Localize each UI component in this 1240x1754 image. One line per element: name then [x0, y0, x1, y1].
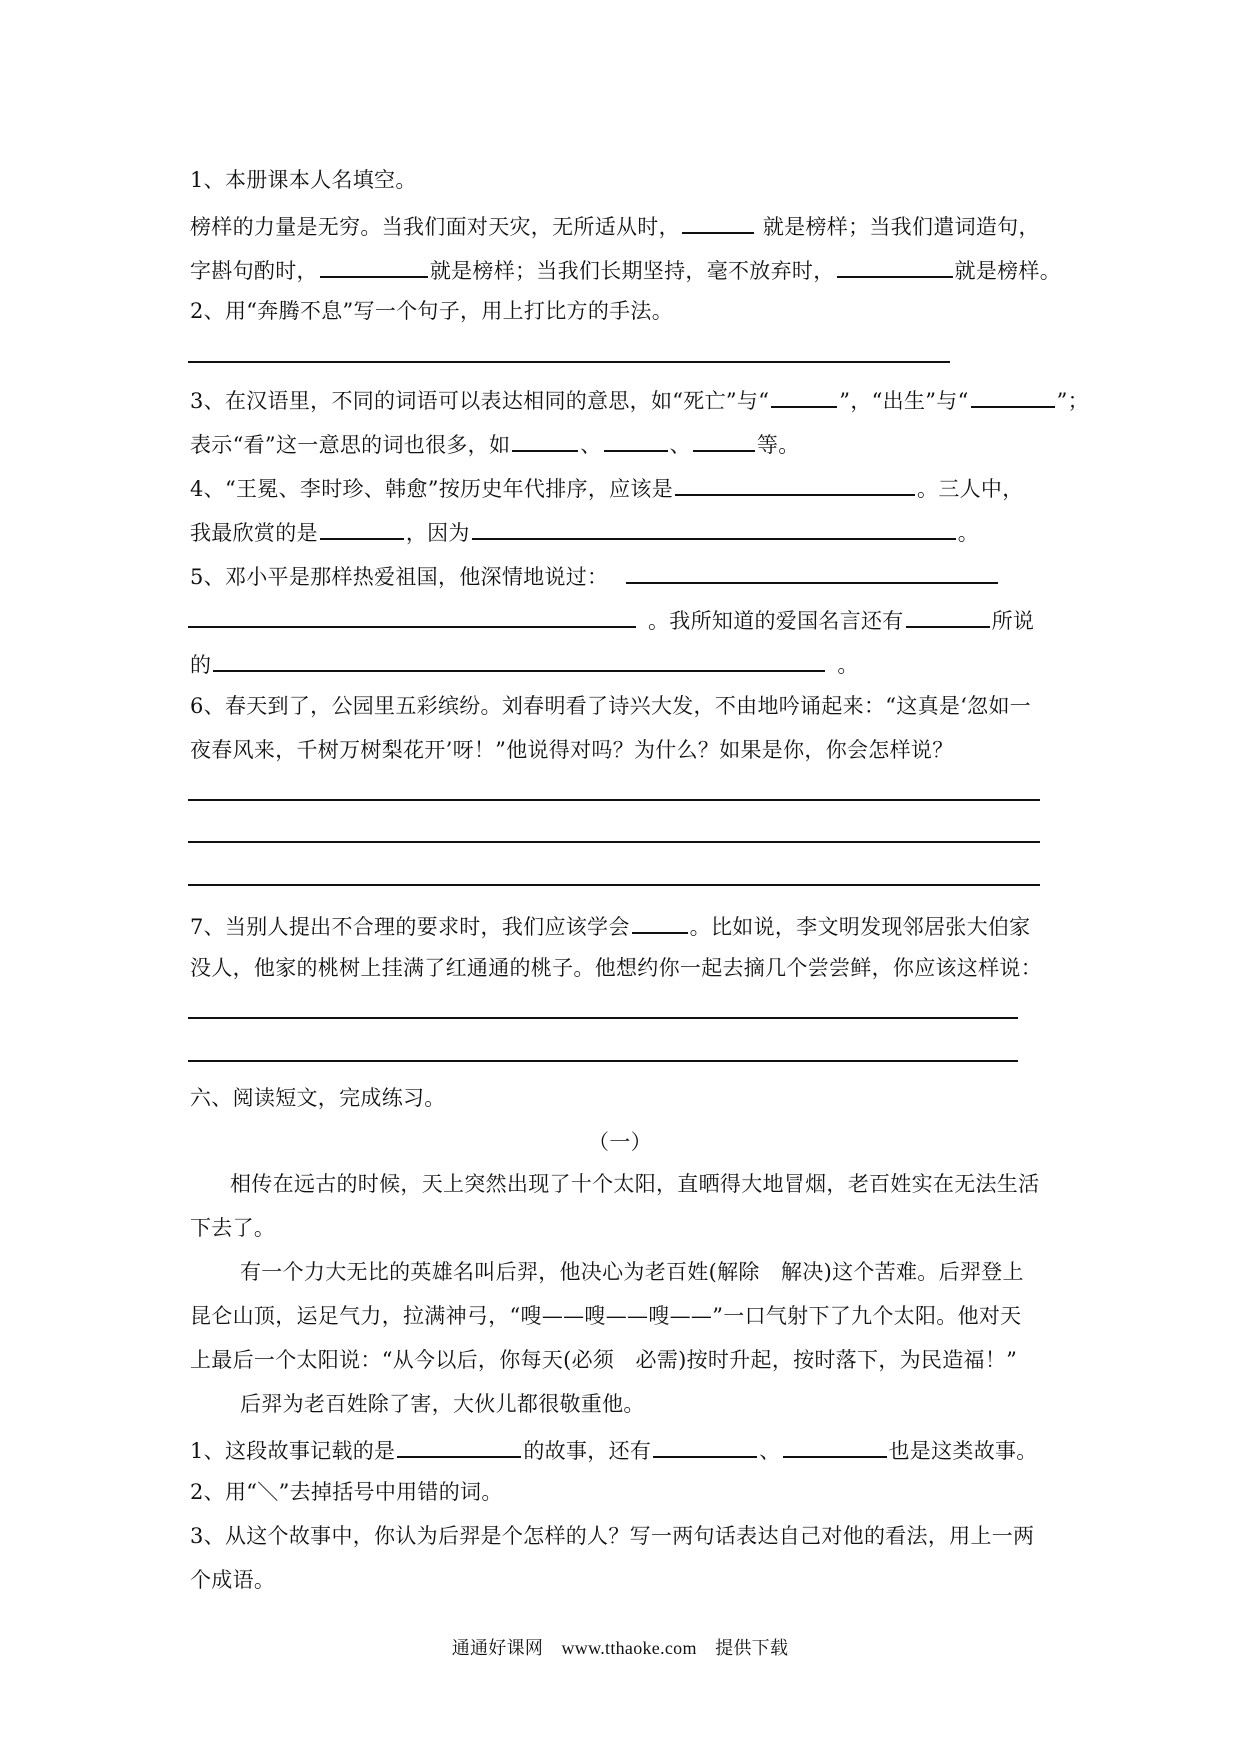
q4-text-a: 4、“王冕、李时珍、韩愈”按历史年代排序，应该是	[190, 477, 674, 501]
passage-p3: 后羿为老百姓除了害，大伙儿都很敬重他。	[240, 1392, 645, 1416]
ex1-blank-1[interactable]	[397, 1434, 521, 1458]
q1-blank-3[interactable]	[837, 254, 953, 278]
passage-p1-line2: 下去了。	[190, 1216, 276, 1240]
q7-text-a: 7、当别人提出不合理的要求时，我们应该学会	[190, 915, 630, 939]
q7-line2: 没人，他家的桃树上挂满了红通通的桃子。他想约你一起去摘几个尝尝鲜，你应该这样说：	[190, 956, 1042, 980]
q3-blank-3[interactable]	[512, 428, 578, 452]
ex1-text-c: 、	[759, 1439, 781, 1463]
exercise-2: 2、用“＼”去掉括号中用错的词。	[190, 1480, 503, 1504]
passage-p2-line2: 昆仑山顶，运足气力，拉满神弓，“嗖——嗖——嗖——”一口气射下了九个太阳。他对天	[190, 1304, 1022, 1328]
q3-line2	[190, 428, 800, 459]
q5-line3	[190, 648, 859, 679]
q1-blank-2[interactable]	[320, 254, 428, 278]
ex1-blank-2[interactable]	[653, 1434, 757, 1458]
q6-line1: 6、春天到了，公园里五彩缤纷。刘春明看了诗兴大发，不由地吟诵起来：“这真是‘忽如一	[190, 694, 1032, 718]
q1-blank-1[interactable]	[682, 210, 754, 234]
q1-text-b: 就是榜样；当我们遣词造句，	[755, 215, 1040, 239]
q3-text-c: ”；	[1056, 389, 1089, 413]
q7-line1	[190, 910, 1030, 941]
q3-blank-5[interactable]	[693, 428, 755, 452]
q6-answer-line-3[interactable]	[188, 884, 1040, 886]
q5-text-b: 。我所知道的爱国名言还有	[648, 609, 904, 633]
q4-blank-2[interactable]	[320, 516, 404, 540]
q4-text-b: 。三人中，	[917, 477, 1024, 501]
q1-text-e: 就是榜样。	[954, 259, 1062, 283]
q1-title: 1、本册课本人名填空。	[190, 168, 417, 192]
q3-text-b: ”，“出生”与“	[839, 389, 969, 413]
q6-line2: 夜春风来，千树万树梨花开’呀！”他说得对吗？为什么？如果是你，你会怎样说？	[190, 738, 954, 762]
q6-answer-line-2[interactable]	[188, 841, 1040, 843]
exercise-3-line2: 个成语。	[190, 1568, 276, 1592]
exercise-1	[190, 1434, 1038, 1465]
passage-p2-line3: 上最后一个太阳说：“从今以后，你每天(必须 必需)按时升起，按时落下，为民造福！”	[190, 1348, 1018, 1372]
passage-p2-line1: 有一个力大无比的英雄名叫后羿，他决心为老百姓(解除 解决)这个苦难。后羿登上	[240, 1260, 1024, 1284]
q4-line2	[190, 516, 979, 547]
q5-blank-2[interactable]	[188, 604, 636, 628]
q7-answer-line-1[interactable]	[188, 1017, 1018, 1019]
q5-line1	[190, 560, 1000, 591]
q3-text-a: 3、在汉语里，不同的词语可以表达相同的意思，如“死亡”与“	[190, 389, 770, 413]
q2-answer-line[interactable]	[188, 361, 950, 363]
q5-text-d: 的	[190, 653, 212, 677]
ex1-text-b: 的故事，还有	[523, 1439, 652, 1463]
ex1-blank-3[interactable]	[783, 1434, 887, 1458]
q4-text-e: 。	[957, 521, 980, 545]
q3-blank-2[interactable]	[971, 384, 1055, 408]
footer-credit: 通通好课网 www.tthaoke.com 提供下载	[451, 1638, 789, 1658]
section6-part-label: （一）	[588, 1130, 652, 1154]
q1-line2	[190, 254, 1061, 285]
q4-text-c: 我最欣赏的是	[190, 521, 318, 545]
q5-line2	[188, 604, 1034, 635]
q7-answer-line-2[interactable]	[188, 1060, 1018, 1062]
q7-text-b: 。比如说，李文明发现邻居张大伯家	[689, 915, 1031, 939]
q5-blank-1[interactable]	[626, 560, 998, 584]
passage-p1-line1: 相传在远古的时候，天上突然出现了十个太阳，直晒得大地冒烟，老百姓实在无法生活	[230, 1172, 1040, 1196]
q4-blank-1[interactable]	[675, 472, 915, 496]
q3-text-d: 表示“看”这一意思的词也很多，如	[190, 433, 511, 457]
q3-blank-4[interactable]	[604, 428, 668, 452]
q5-blank-4[interactable]	[213, 648, 825, 672]
q1-text-d: 就是榜样；当我们长期坚持，毫不放弃时，	[429, 259, 835, 283]
q5-text-e: 。	[837, 653, 859, 677]
q1-line1	[190, 210, 1040, 241]
section6-heading: 六、阅读短文，完成练习。	[190, 1086, 446, 1110]
ex1-text-a: 1、这段故事记载的是	[190, 1439, 396, 1463]
q6-answer-line-1[interactable]	[188, 799, 1040, 801]
q4-blank-3[interactable]	[472, 516, 956, 540]
q1-text-a: 榜样的力量是无穷。当我们面对天灾，无所适从时，	[190, 215, 680, 239]
q7-blank-1[interactable]	[632, 910, 688, 934]
q3-blank-1[interactable]	[771, 384, 837, 408]
q1-text-c: 字斟句酌时，	[190, 259, 318, 283]
q3-line1	[190, 384, 1089, 415]
q3-text-end: 等。	[756, 433, 800, 457]
q4-line1	[190, 472, 1024, 503]
q3-sep-2: 、	[669, 433, 691, 457]
exercise-3-line1: 3、从这个故事中，你认为后羿是个怎样的人？写一两句话表达自己对他的看法，用上一两	[190, 1524, 1035, 1548]
q3-sep-1: 、	[580, 433, 602, 457]
q4-text-d: ，因为	[405, 521, 470, 545]
q5-blank-3[interactable]	[906, 604, 990, 628]
q2-title: 2、用“奔腾不息”写一个句子，用上打比方的手法。	[190, 299, 674, 323]
q5-text-a: 5、邓小平是那样热爱祖国，他深情地说过：	[190, 565, 609, 589]
ex1-text-d: 也是这类故事。	[888, 1439, 1038, 1463]
q5-text-c: 所说	[991, 609, 1035, 633]
